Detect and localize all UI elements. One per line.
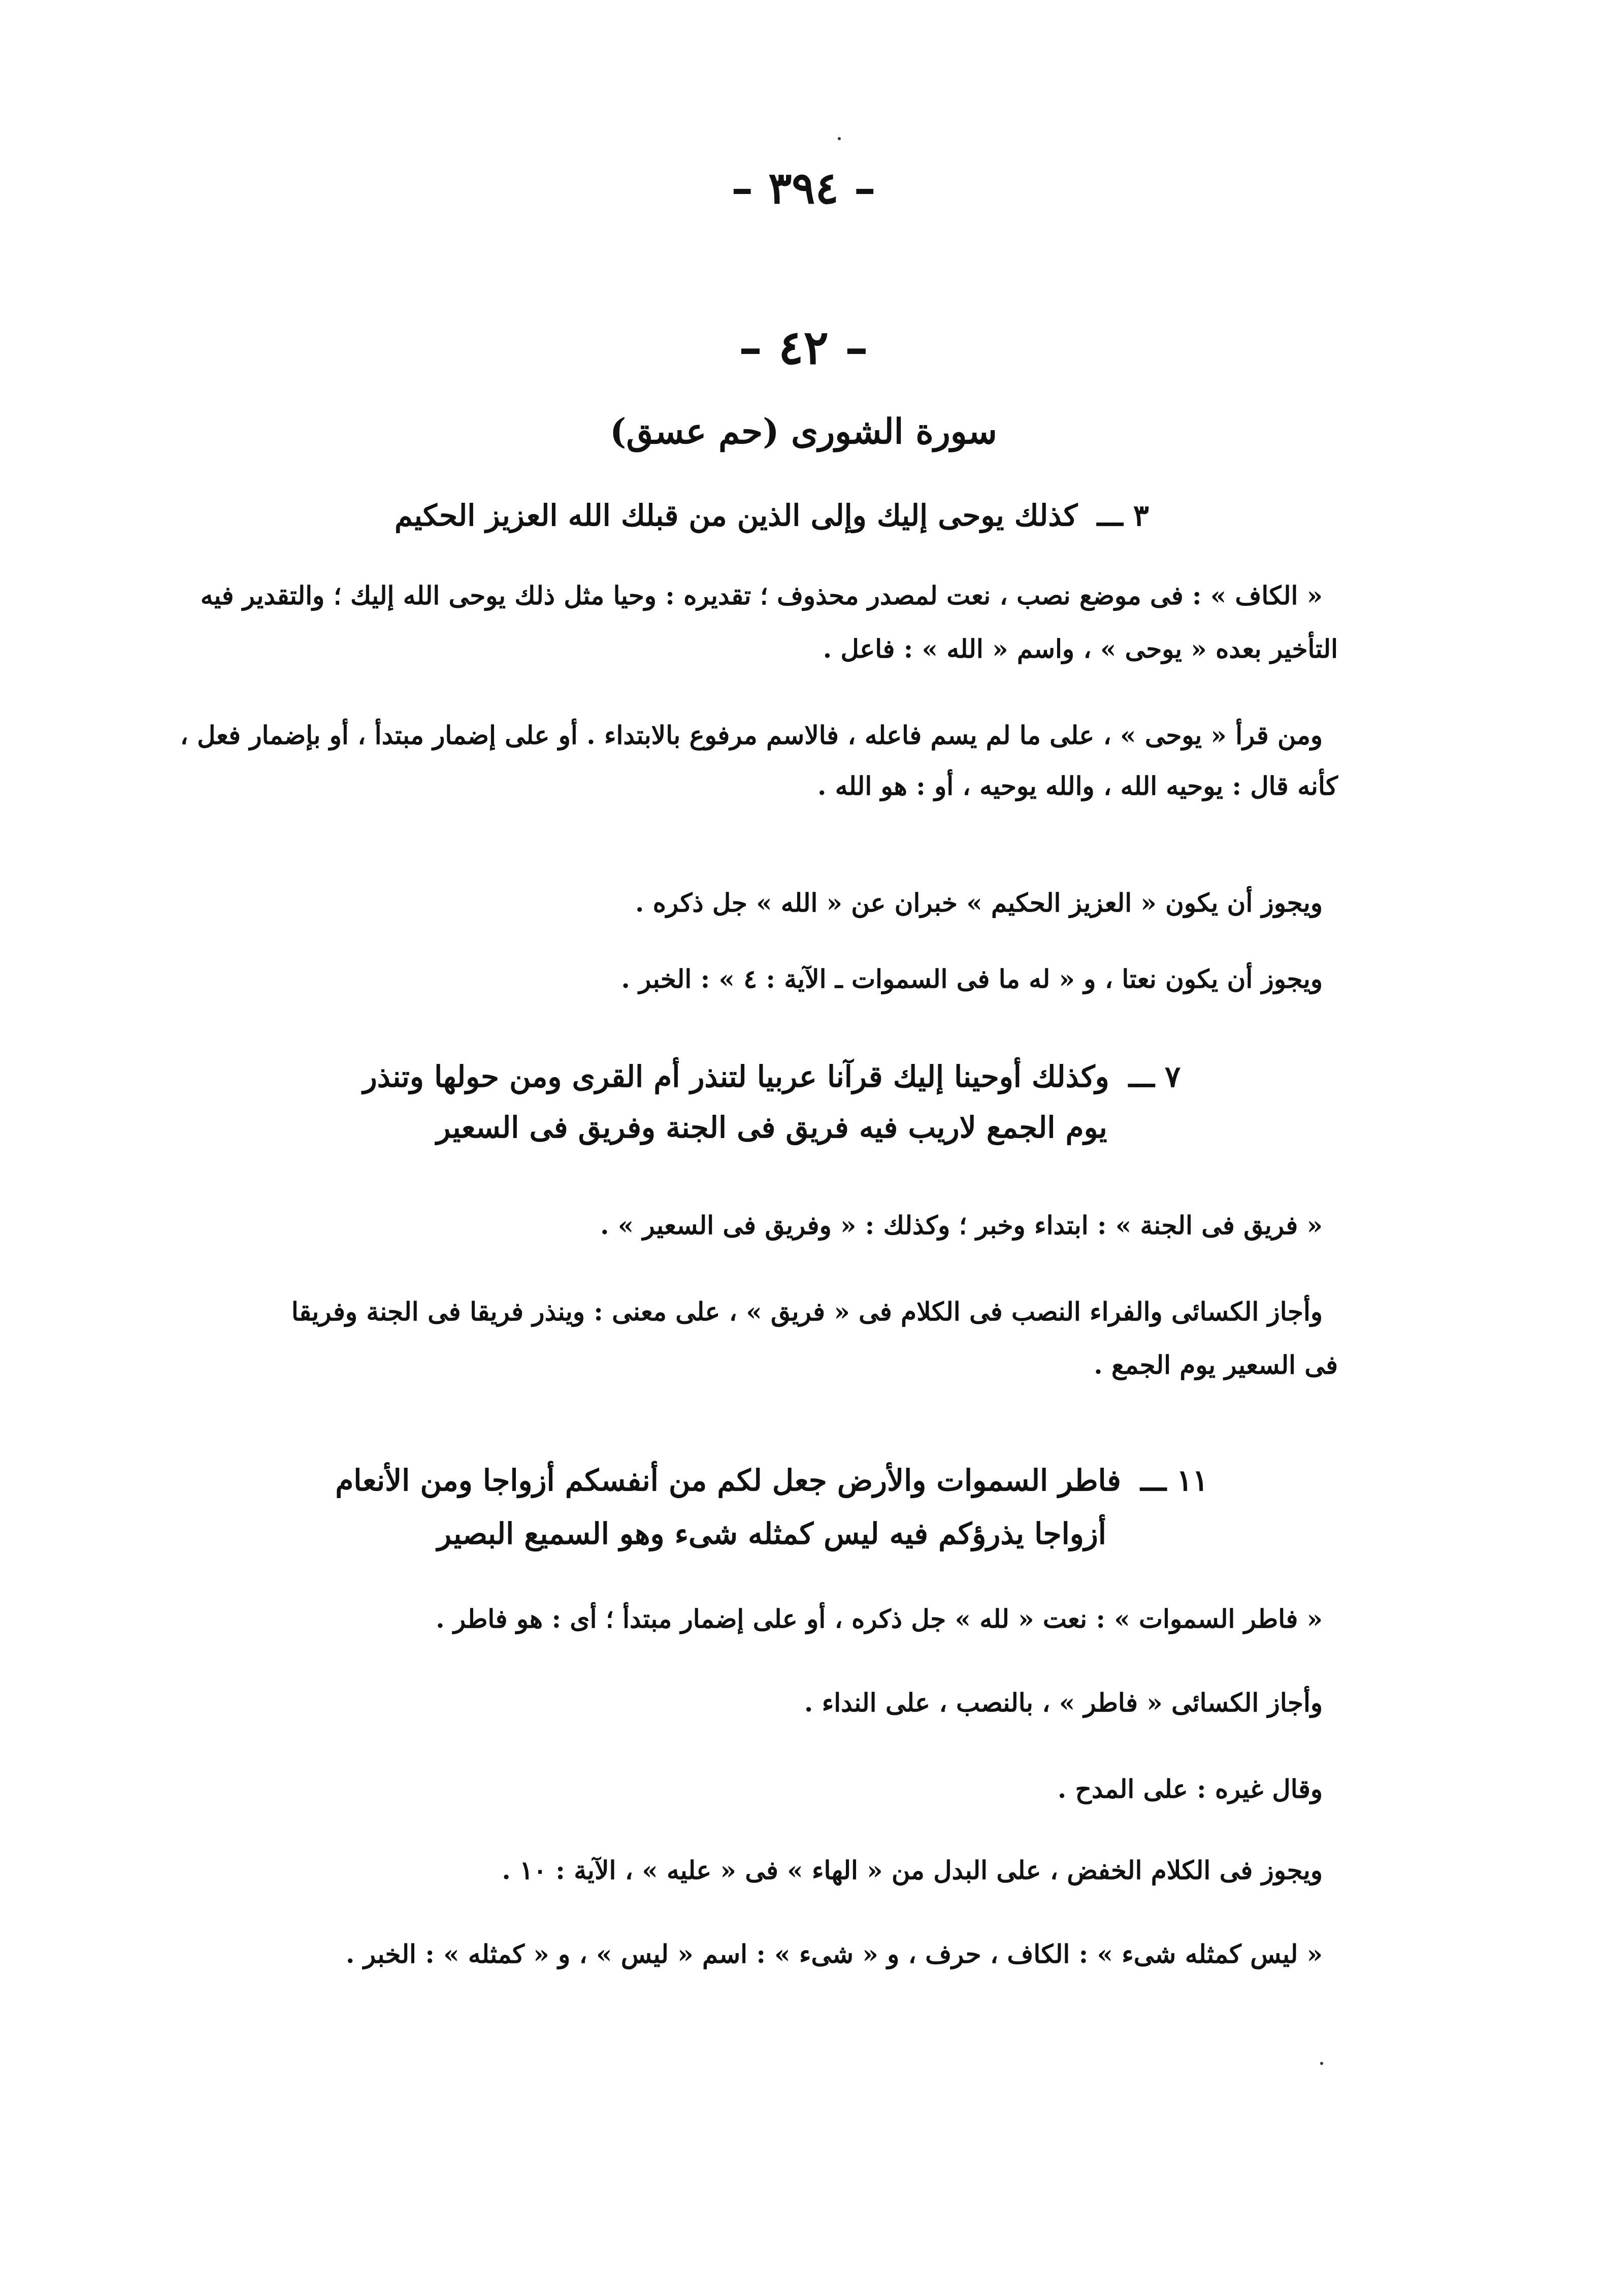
surah-title: سورة الشورى (حم عسق) [610, 411, 997, 452]
note-11-line-2: وأجاز الكسائى « فاطر » ، بالنصب ، على النداء . [804, 1688, 1323, 1718]
verse-11-text-1: فاطر السموات والأرض جعل لكم من أنفسكم أزواجا ومن الأنعام [335, 1463, 1121, 1498]
verse-11-line-2: أزواجا يذرؤكم فيه ليس كمثله شىء وهو السميع البصير [437, 1516, 1106, 1551]
verse-7-number: ٧ ـــ [1128, 1059, 1181, 1094]
surah-number: – ٤٢ – [739, 320, 868, 375]
verse-7-text-1: وكذلك أوحينا إليك قرآنا عربيا لتنذر أم القرى ومن حولها وتنذر [363, 1059, 1109, 1094]
scan-speck [1320, 2062, 1323, 2065]
note-11-line-1: « فاطر السموات » : نعت « لله » جل ذكره ، أو على إضمار مبتدأ ؛ أى : هو فاطر . [436, 1604, 1323, 1634]
page-number: – ٣٩٤ – [731, 163, 876, 214]
note-3-line-2: التأخير بعده « يوحى » ، واسم « الله » : فاعل . [823, 634, 1338, 664]
verse-3-number: ٣ ـــ [1097, 498, 1149, 533]
verse-3-text: كذلك يوحى إليك وإلى الذين من قبلك الله العزيز الحكيم [395, 498, 1078, 533]
note-7-line-2: وأجاز الكسائى والفراء النصب فى الكلام فى « فريق » ، على معنى : وينذر فريقا فى الجنة وفريقا [291, 1297, 1323, 1327]
note-3-line-4: كأنه قال : يوحيه الله ، والله يوحيه ، أو : هو الله . [817, 771, 1338, 801]
note-3-line-3: ومن قرأ « يوحى » ، على ما لم يسم فاعله ، فالاسم مرفوع بالابتداء . أو على إضمار مبتدأ ، أو بإضمار فعل ، [180, 720, 1323, 750]
note-7-line-1: « فريق فى الجنة » : ابتداء وخبر ؛ وكذلك : « وفريق فى السعير » . [600, 1210, 1323, 1240]
verse-7-line-2: يوم الجمع لاريب فيه فريق فى الجنة وفريق فى السعير [436, 1110, 1107, 1145]
note-3-line-1: « الكاف » : فى موضع نصب ، نعت لمصدر محذوف ؛ تقديره : وحيا مثل ذلك يوحى الله إليك ؛ والتقدير فيه [200, 580, 1323, 610]
verse-3 [325, 488, 1219, 543]
verse-11-number: ١١ ـــ [1140, 1463, 1208, 1498]
note-11-line-4: ويجوز فى الكلام الخفض ، على البدل من « الهاء » فى « عليه » ، الآية : ١٠ . [502, 1855, 1323, 1885]
verse-11-line-1 [325, 1452, 1219, 1508]
note-11-line-5: « ليس كمثله شىء » : الكاف ، حرف ، و « شىء » : اسم « ليس » ، و « كمثله » : الخبر . [346, 1939, 1323, 1969]
note-11-line-3: وقال غيره : على المدح . [1057, 1774, 1323, 1804]
note-3-line-6: ويجوز أن يكون نعتا ، و « له ما فى السموات ـ الآية : ٤ » : الخبر . [621, 964, 1323, 994]
verse-7-line-1 [325, 1049, 1219, 1105]
note-3-line-5: ويجوز أن يكون « العزيز الحكيم » خبران عن « الله » جل ذكره . [635, 888, 1323, 918]
scan-speck [838, 137, 841, 140]
note-7-line-3: فى السعير يوم الجمع . [1094, 1350, 1338, 1380]
